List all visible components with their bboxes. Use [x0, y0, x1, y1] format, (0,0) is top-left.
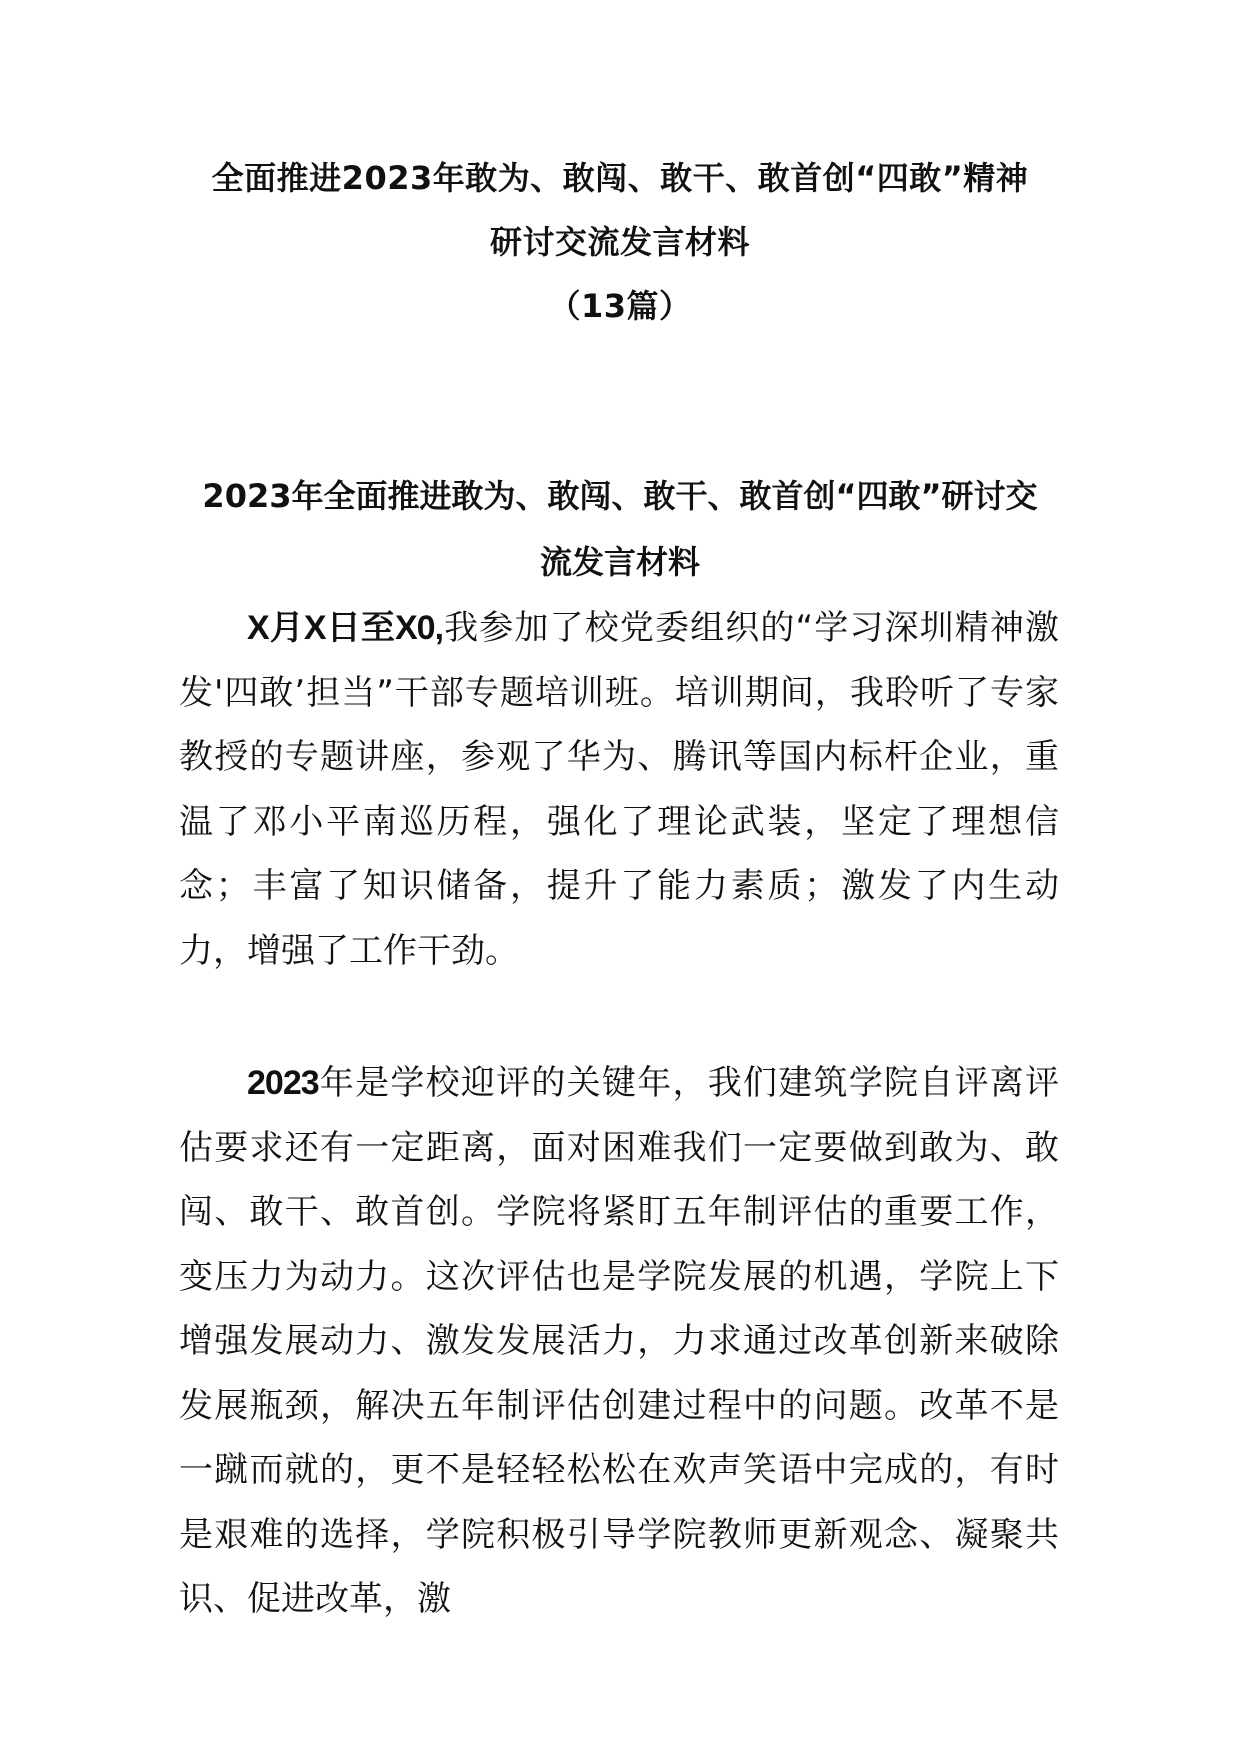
main-title	[150, 146, 1090, 338]
main-title-line-2: 研讨交流发言材料	[489, 223, 750, 261]
section-title-line-1: 2023年全面推进敢为、敢闯、敢干、敢首创“四敢”研讨交	[202, 477, 1038, 515]
paragraph-2-text: 年是学校迎评的关键年，我们建筑学院自评离评估要求还有一定距离，面对困难我们一定要做到敢为、敢闯、敢干、敢首创。学院将紧盯五年制评估的重要工作，变压力为动力。这次评估也是学院发展的机遇，学院上下增强发展动力、激发发展活力，力求通过改革创新来破除发展瓶颈，解决五年制评估创建过程中的问题。改革不是一蹴而就的，更不是轻轻松松在欢声笑语中完成的，有时是艰难的选择，学院积极引导学院教师更新观念、凝聚共识、促进改革，激	[179, 1063, 1059, 1619]
main-title-line-1: 全面推进2023年敢为、敢闯、敢干、敢首创“四敢”精神	[211, 159, 1029, 197]
body-paragraph-2	[179, 1051, 1059, 1632]
main-title-count: （13篇）	[548, 287, 692, 325]
paragraph-1-text: 我参加了校党委组织的“学习深圳精神激发'四敢’担当”干部专题培训班。培训期间，我聆听了专家教授的专题讲座，参观了华为、腾讯等国内标杆企业，重温了邓小平南巡历程，强化了理论武装，坚定了理想信念；丰富了知识储备，提升了能力素质；激发了内生动力，增强了工作干劲。	[179, 608, 1059, 971]
body-paragraph-1	[179, 596, 1059, 983]
section-title	[150, 463, 1090, 595]
paragraph-2-lead: 2023	[247, 1064, 319, 1102]
paragraph-1-lead: X月X日至X0,	[247, 609, 444, 647]
section-title-line-2: 流发言材料	[539, 543, 700, 581]
